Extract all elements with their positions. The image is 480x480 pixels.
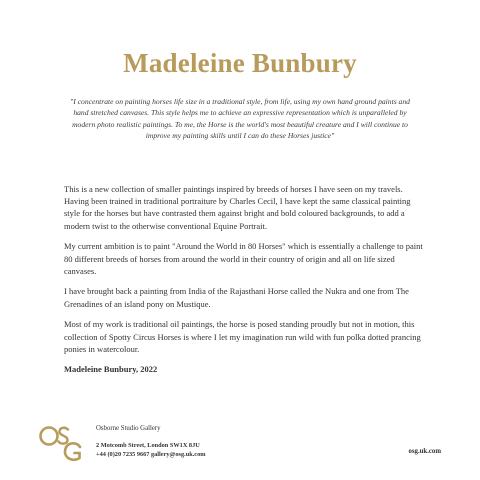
paragraph: This is a new collection of smaller paintings inspired by breeds of horses I have seen on my travels. Having been trained in traditional portraiture by Charles Cecil, I have kept the same classical painting style for the horses but have contrasted them against bright and bold coloured backgrounds, to add a modern twist to the otherwise conventional Equine Portrait. <box>64 184 411 231</box>
signature: Madeleine Bunbury, 2022 <box>64 364 158 375</box>
gallery-logo <box>39 423 83 463</box>
gallery-address <box>96 441 206 459</box>
address-line: 2 Motcomb Street, London SW1X 8JU <box>96 442 200 449</box>
contact-line[interactable]: +44 (0)20 7235 9667 gallery@osg.uk.com <box>96 451 206 458</box>
paragraph: Most of my work is traditional oil paintings, the horse is posed standing proudly but not in motion, this collection of Spotty Circus Horses is where I let my imagination run wild with fun polka dotted prancing ponies in watercolour. <box>64 319 421 354</box>
paragraph: My current ambition is to paint "Around the World in 80 Horses" which is essentially a challenge to paint 80 different breeds of horses from around the world in their country of origin and all on life sized canvases. <box>64 241 423 276</box>
statement-body <box>64 183 424 384</box>
artist-quote: "I concentrate on painting horses life size in a traditional style, from life, using my own hand ground paints and hand stretched canvases. This style helps me to achieve an expressive representation which is unparalleled by modern photo realistic paintings. To me, the Horse is the world's most beautiful creature and I will continue to improve my painting skills until I can do these Horses justice" <box>70 97 410 141</box>
page-title: Madeleine Bunbury <box>123 48 357 78</box>
paragraph: I have brought back a painting from India of the Rajasthani Horse called the Nukra and one from The Grenadines of an island pony on Mustique. <box>64 286 409 309</box>
gallery-name: Osborne Studio Gallery <box>96 425 161 432</box>
website-link[interactable]: osg.uk.com <box>408 448 441 455</box>
osg-logo-icon <box>39 423 83 463</box>
